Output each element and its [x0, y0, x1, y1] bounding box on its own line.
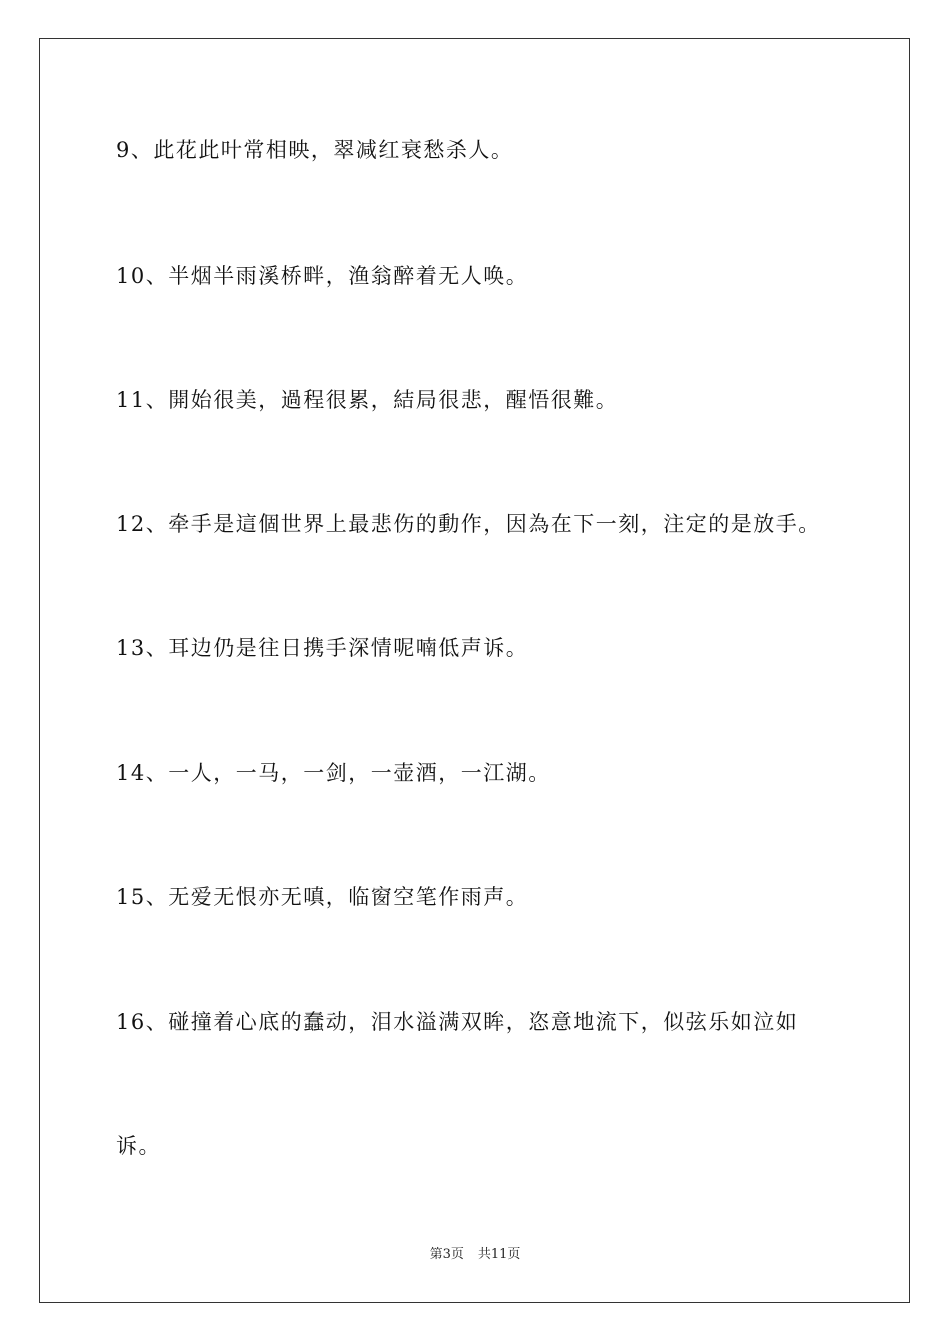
text-line-16-continued: 诉。 — [116, 1134, 161, 1158]
text-line-15: 15、无爱无恨亦无嗔，临窗空笔作雨声。 — [116, 885, 529, 909]
page-number: 第3页 — [429, 1247, 464, 1262]
text-line-11: 11、開始很美，過程很累，結局很悲，醒悟很難。 — [116, 388, 619, 412]
text-line-12: 12、牵手是這個世界上最悲伤的動作，因為在下一刻，注定的是放手。 — [116, 512, 821, 536]
page-total: 共11页 — [477, 1247, 521, 1262]
text-line-13: 13、耳边仍是往日携手深情呢喃低声诉。 — [116, 636, 529, 660]
page-footer — [0, 1247, 950, 1263]
page-border — [39, 38, 910, 1303]
text-line-14: 14、一人，一马，一剑，一壶酒，一江湖。 — [116, 761, 551, 785]
text-line-9: 9、此花此叶常相映，翠减红衰愁杀人。 — [116, 138, 514, 162]
text-line-10: 10、半烟半雨溪桥畔，渔翁醉着无人唤。 — [116, 264, 529, 288]
text-line-16: 16、碰撞着心底的蠢动，泪水溢满双眸，恣意地流下，似弦乐如泣如 — [116, 1010, 799, 1034]
